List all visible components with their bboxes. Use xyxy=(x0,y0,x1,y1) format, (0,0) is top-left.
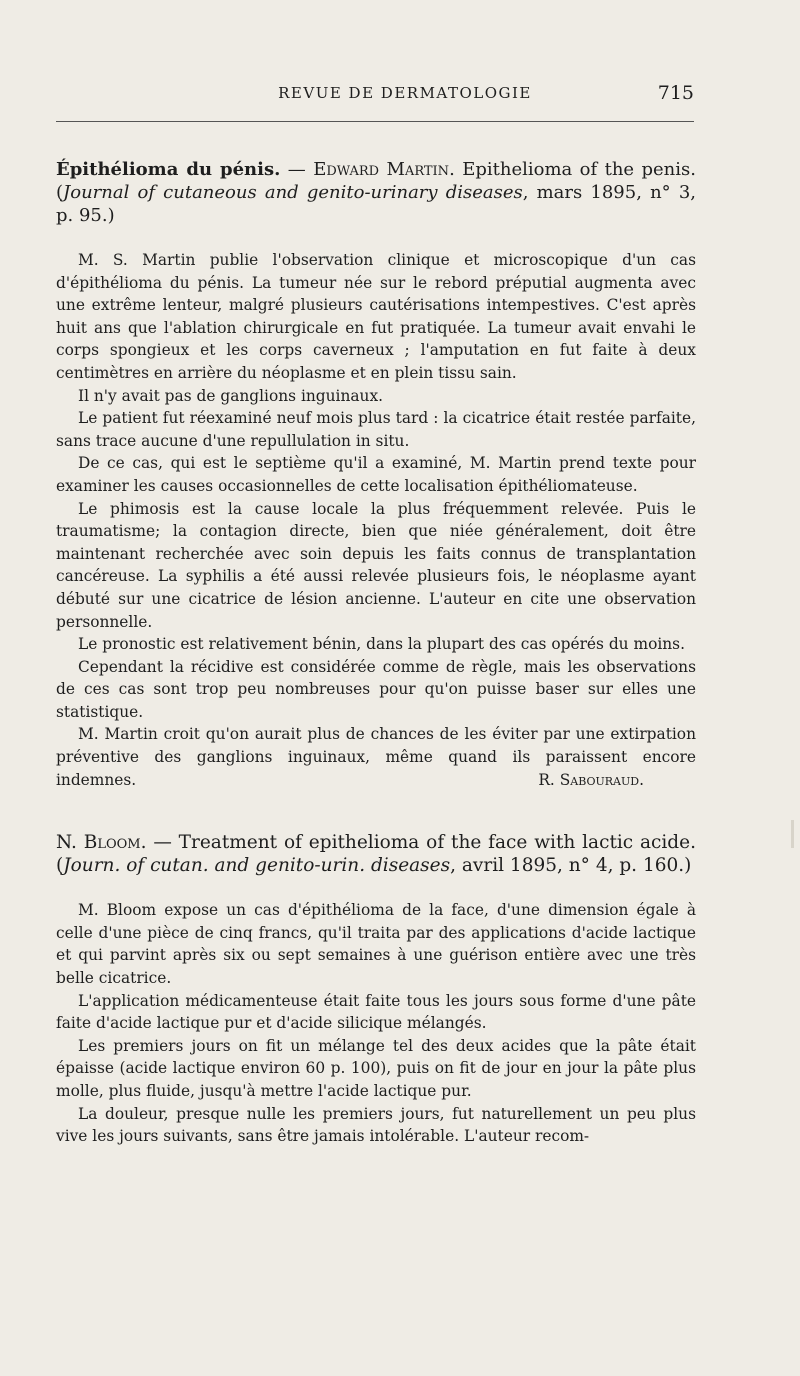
heading-dash: . — xyxy=(140,832,179,854)
article-author: Edward Martin xyxy=(313,159,450,180)
journal-reference: , avril 1895, n° 4, p. 160.) xyxy=(450,855,692,877)
article-heading xyxy=(56,158,696,227)
running-title: REVUE DE DERMATOLOGIE xyxy=(278,84,532,102)
paragraph: Il n'y avait pas de ganglions inguinaux. xyxy=(78,386,384,405)
review-signature: R. Sabouraud. xyxy=(538,770,644,789)
article-author: N. Bloom xyxy=(56,832,141,854)
article-epithelioma-penis xyxy=(56,158,696,791)
reference-open-paren: ( xyxy=(56,855,64,877)
article-english-title: . Epithelioma of the penis. xyxy=(449,159,696,180)
paragraph: M. Bloom expose un cas d'épithélioma de la face, d'une dimension égale à celle d'une pièce de cinq francs, qu'il traita par des applications d'acide lactique et qui parvint après six ou sept semaines à une guérison entière avec une très belle cicatrice. xyxy=(56,901,696,988)
reference-open-paren: ( xyxy=(56,182,64,203)
article-body xyxy=(56,899,696,1148)
paragraph: La douleur, presque nulle les premiers jours, fut naturellement un peu plus vive les jours suivants, sans être jamais intolérable. L'auteur recom- xyxy=(56,1104,696,1146)
heading-dash: — xyxy=(280,159,314,180)
paragraph: Cependant la récidive est considérée comme de règle, mais les observations de ces cas sont trop peu nombreuses pour qu'on puisse baser sur elles une statistique. xyxy=(56,657,696,721)
paragraph: Le patient fut réexaminé neuf mois plus tard : la cicatrice était restée parfaite, sans trace aucune d'une repullulation in situ. xyxy=(56,409,696,450)
journal-name: Journal of cutaneous and genito-urinary diseases xyxy=(63,182,523,203)
article-title: Treatment of epithelioma of the face with lactic acide. xyxy=(178,832,696,854)
paragraph: Le pronostic est relativement bénin, dans la plupart des cas opérés du moins. xyxy=(78,635,685,654)
journal-reference: , mars 1895, n° 3, p. 95.) xyxy=(56,182,696,226)
page-number: 715 xyxy=(657,82,694,104)
paragraph: Les premiers jours on fit un mélange tel des deux acides que la pâte était épaisse (acide lactique environ 60 p. 100), puis on fit de jour en jour la pâte plus molle, plus fluide, jusqu'à mettre l'acide lactique pur. xyxy=(56,1036,696,1100)
paragraph: M. Martin croit qu'on aurait plus de chances de les éviter par une extirpation préventive des ganglions inguinaux, même quand ils paraissent encore indemnes. xyxy=(56,725,696,789)
header-rule xyxy=(56,121,694,122)
article-heading xyxy=(56,831,696,877)
paper-edge-mark xyxy=(791,820,794,848)
page-header xyxy=(56,84,694,114)
paragraph: M. S. Martin publie l'observation clinique et microscopique d'un cas d'épithélioma du pénis. La tumeur née sur le rebord préputial augmenta avec une extrême lenteur, malgré plusieurs cautérisations intempestives. C'est après huit ans que l'ablation chirurgicale en fut pratiquée. La tumeur avait envahi le corps spongieux et les corps caverneux ; l'amputation en fut faite à deux centimètres en arrière du néoplasme et en plein tissu sain. xyxy=(56,251,696,382)
journal-name: Journ. of cutan. and genito-urin. diseases xyxy=(63,855,451,877)
article-lactic-acid-treatment xyxy=(56,831,696,1148)
article-title: Épithélioma du pénis. xyxy=(56,159,281,180)
paragraph: Le phimosis est la cause locale la plus fréquemment relevée. Puis le traumatisme; la contagion directe, bien que niée généralement, doit être maintenant recherchée avec soin depuis les faits connus de transplantation cancéreuse. La syphilis a été aussi relevée plusieurs fois, le néoplasme ayant débuté sur une cicatrice de lésion ancienne. L'auteur en cite une observation personnelle. xyxy=(56,499,696,631)
article-body xyxy=(56,249,696,791)
paragraph: De ce cas, qui est le septième qu'il a examiné, M. Martin prend texte pour examiner les causes occasionnelles de cette localisation épithéliomateuse. xyxy=(56,454,696,495)
paragraph: L'application médicamenteuse était faite tous les jours sous forme d'une pâte faite d'acide lactique pur et d'acide silicique mélangés. xyxy=(56,991,696,1033)
page-content xyxy=(56,158,696,1148)
